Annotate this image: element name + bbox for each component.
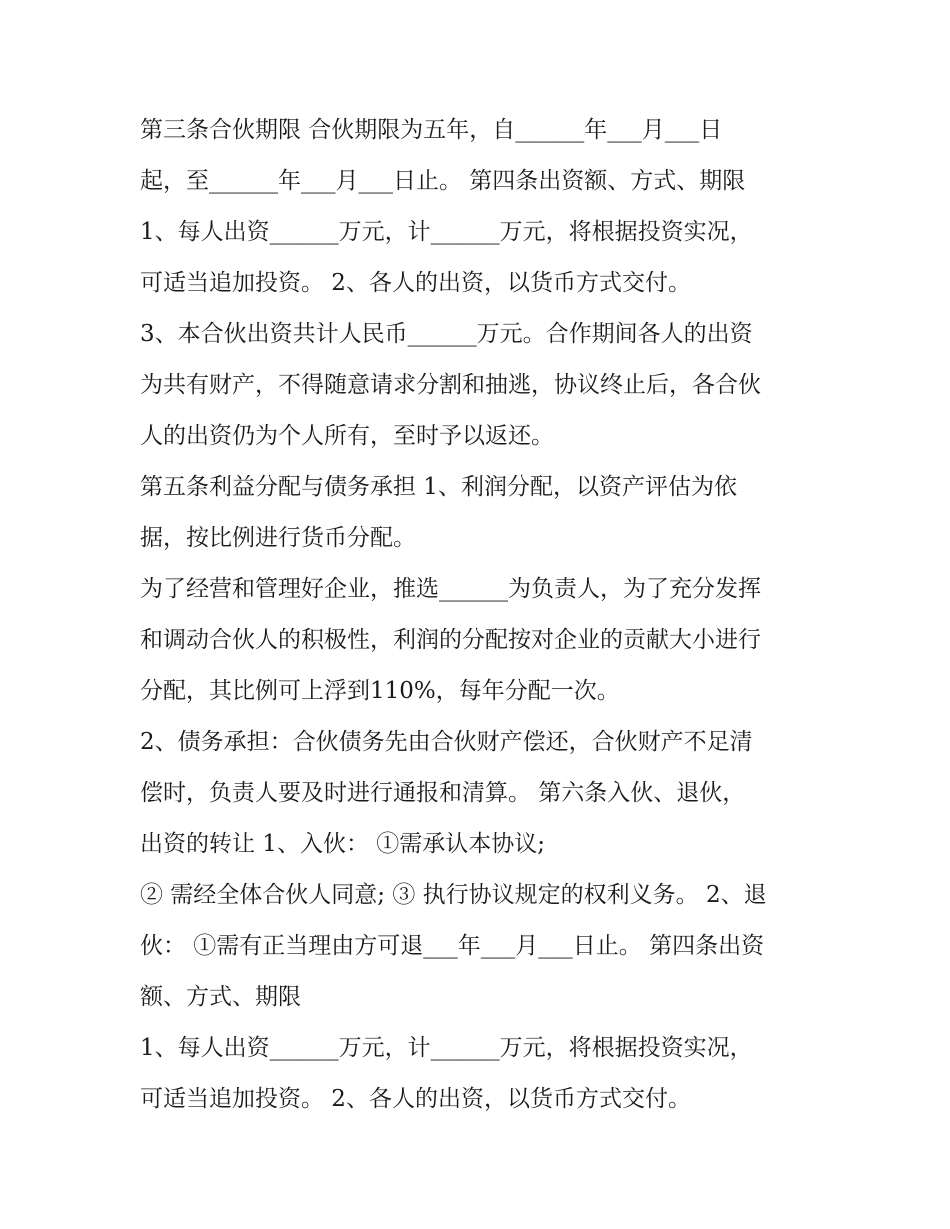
text-line: 据，按比例进行货币分配。 bbox=[140, 525, 416, 551]
text-line: 伙： ①需有正当理由方可退___年___月___日止。 第四条出资 bbox=[140, 933, 765, 959]
text-line: 人的出资仍为个人所有，至时予以返还。 bbox=[140, 423, 554, 449]
text-line: 第三条合伙期限 合伙期限为五年，自______年___月___日 bbox=[140, 117, 723, 143]
text-line: 出资的转让 1、入伙： ①需承认本协议; bbox=[140, 831, 546, 857]
text-line: 可适当追加投资。 2、各人的出资，以货币方式交付。 bbox=[140, 270, 691, 296]
text-line: ② 需经全体合伙人同意; ③ 执行协议规定的权利义务。 2、退 bbox=[140, 882, 767, 908]
text-line: 为共有财产，不得随意请求分割和抽逃，协议终止后，各合伙 bbox=[140, 372, 761, 398]
text-line: 2、债务承担：合伙债务先由合伙财产偿还，合伙财产不足清 bbox=[140, 729, 753, 755]
text-line: 1、每人出资______万元，计______万元，将根据投资实况， bbox=[140, 1035, 753, 1061]
text-line: 起，至______年___月___日止。 第四条出资额、方式、期限 bbox=[140, 168, 746, 194]
text-line: 可适当追加投资。 2、各人的出资，以货币方式交付。 bbox=[140, 1086, 691, 1112]
text-line: 第五条利益分配与债务承担 1、利润分配，以资产评估为依 bbox=[140, 474, 737, 500]
text-line: 和调动合伙人的积极性，利润的分配按对企业的贡献大小进行 bbox=[140, 627, 761, 653]
text-line: 1、每人出资______万元，计______万元，将根据投资实况， bbox=[140, 219, 753, 245]
text-line: 3、本合伙出资共计人民币______万元。合作期间各人的出资 bbox=[140, 321, 753, 347]
text-line: 分配，其比例可上浮到110%，每年分配一次。 bbox=[140, 678, 620, 704]
text-line: 偿时，负责人要及时进行通报和清算。 第六条入伙、退伙， bbox=[140, 780, 746, 806]
text-line: 额、方式、期限 bbox=[140, 984, 301, 1010]
document-body bbox=[140, 108, 820, 1128]
text-line: 为了经营和管理好企业，推选______为负责人，为了充分发挥 bbox=[140, 576, 761, 602]
